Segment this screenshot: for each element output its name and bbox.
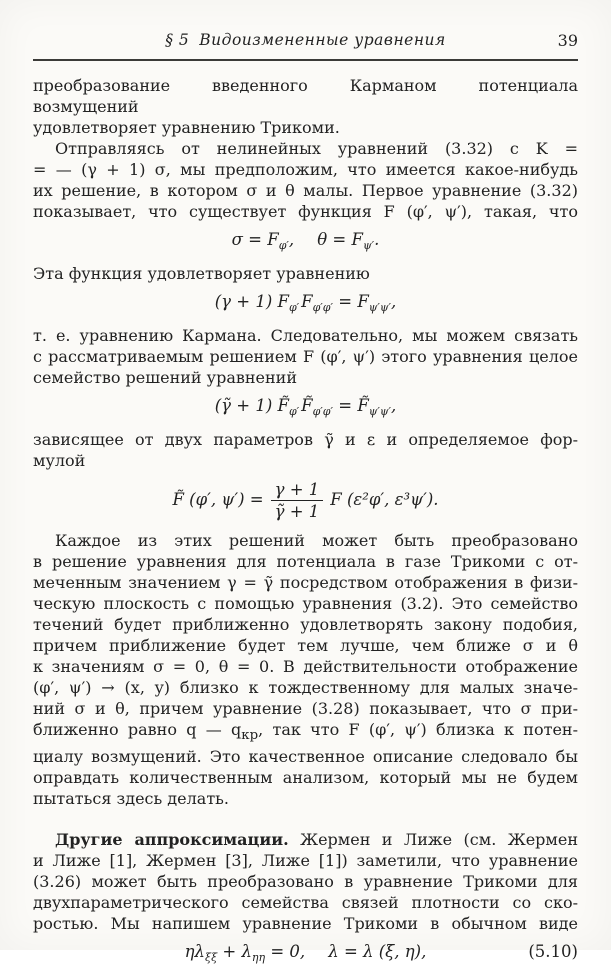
text-line: двухпараметрического семейства связей плотности со ско- [33,893,578,913]
paragraph-nonlinear-equations [33,138,578,222]
fraction [271,480,324,521]
formula-text: , [391,292,397,311]
text-line: (3.26) может быть преобразовано в уравнение Трикоми для [33,872,578,892]
paragraph-other-approximations [33,829,578,934]
formula-text: F [301,292,313,311]
run-in-heading: Другие аппроксимации. [55,830,289,850]
formula-text: ηλ [184,942,206,962]
text-line: циалу возмущений. Это качественное описание следовало бы [33,747,578,767]
formula-subscript: φ′φ′ [312,301,334,314]
formula-subscript: ψ′ψ′ [368,301,392,314]
fraction-denominator: γ̃ + 1 [274,502,320,521]
text-line: течений будет приближенно удовлетворять закону подобия, [33,615,578,634]
paragraph-solutions-mapping [33,530,578,809]
formula-text: λ = λ (ξ, η), [328,942,427,962]
formula-sigma-theta [33,229,578,256]
text-line: т. е. уравнению Кармана. Следовательно, мы можем связать [33,326,578,345]
text-line: мулой [33,451,86,470]
text-line: оправдать количественным анализом, который мы не будем [33,768,578,788]
text-line: Отправляясь от нелинейных уравнений (3.32) с K = [55,139,578,158]
text-line: = — (γ + 1) σ, мы предположим, что имеется какое-нибудь [33,160,578,179]
formula-text: , [391,396,397,415]
formula-subscript: ξξ [205,951,218,965]
formula-text: (γ̃ + 1) F̃ [214,396,289,415]
text-line: Эта функция удовлетворяет уравнению [33,264,370,283]
text-line [33,829,578,850]
text-line: ний σ и θ, причем уравнение (3.28) показывает, что σ при- [33,699,578,718]
text-line: ческую плоскость с помощью уравнения (3.2). Это семейство [33,594,578,613]
text-line: их решение, в котором σ и θ малы. Первое уравнение (3.32) [33,181,578,200]
fraction-numerator: γ + 1 [271,480,324,501]
formula-karman-equation [33,291,578,318]
formula-subscript: φ′ [278,239,289,252]
formula-text: = F [333,292,369,311]
text-line: меченным значением γ = γ̃ посредством отображения в физи- [33,573,578,592]
section-mark: § 5 [165,31,190,49]
text-line: семейство решений уравнений [33,368,298,387]
text-line: (φ′, ψ′) → (x, y) близко к тождественному для малых значе- [33,678,578,697]
formula-subscript: φ′ [288,405,300,418]
equation-number: (5.10) [528,942,578,962]
inline-subscript: кр [241,728,259,744]
text-line: в решение уравнения для потенциала в газе Трикоми с от- [33,552,578,571]
paragraph-function-satisfies [33,263,578,284]
text-line: удовлетворяет уравнению Трикоми. [33,118,340,137]
text-line: причем приближение будет тем лучше, чем ближе σ и θ [33,636,578,655]
formula-text: F̃ (φ′, ψ′) = [172,490,264,509]
text-line: преобразование введенного Карманом потенциала возмущений [33,76,578,116]
page-number: 39 [557,31,578,50]
paragraph-karman-family [33,325,578,388]
text-line: показывает, что существует функция F (φ′, ψ′), такая, что [33,202,578,221]
text-line: пытаться здесь делать. [33,789,229,809]
formula-text: , [288,230,295,249]
formula-subscript: φ′ [288,301,300,314]
formula-subscript: ψ′ [362,239,375,252]
formula-subscript: ηη [251,951,266,965]
formula-text: F (ε²φ′, ε³ψ′). [330,490,439,509]
header-rule [33,59,578,61]
text-line: зависящее от двух параметров γ̃ и ε и определяемое фор- [33,430,578,449]
text-line [33,719,578,746]
formula-text: F̃ [301,396,313,415]
formula-text: . [374,230,380,249]
formula-tricomi-equation [33,941,578,968]
formula-text: σ = F [231,230,279,249]
formula-f-tilde-definition [33,480,578,521]
formula-text: + λ [217,942,252,962]
formula-text: = 0, [265,942,306,962]
formula-text: (γ + 1) F [214,292,289,311]
text-segment: , так что F (φ′, ψ′) близка к потен- [258,720,578,739]
text-line: к значениям σ = 0, θ = 0. В действительности отображение [33,657,578,676]
formula-subscript: ψ′ψ′ [368,405,392,418]
text-segment: Жермен и Лиже (см. Жермен [288,830,578,850]
formula-family-equation [33,395,578,422]
formula-text: = F̃ [333,396,369,415]
formula-text: θ = F [317,230,363,249]
text-line: и Лиже [1], Жермен [3], Лиже [1]) заметили, что уравнение [33,851,578,871]
text-segment: ближенно равно q — q [33,720,242,739]
formula-subscript: φ′φ′ [312,405,334,418]
running-title: Видоизмененные уравнения [199,31,446,49]
paragraph-two-parameters [33,429,578,471]
paragraph-continuation [33,75,578,138]
page-header [33,30,578,50]
text-line: Каждое из этих решений может быть преобразовано [55,531,578,550]
text-line: ростью. Мы напишем уравнение Трикоми в обычном виде [33,914,578,934]
text-line: с рассматриваемым решением F (φ′, ψ′) этого уравнения целое [33,347,578,366]
